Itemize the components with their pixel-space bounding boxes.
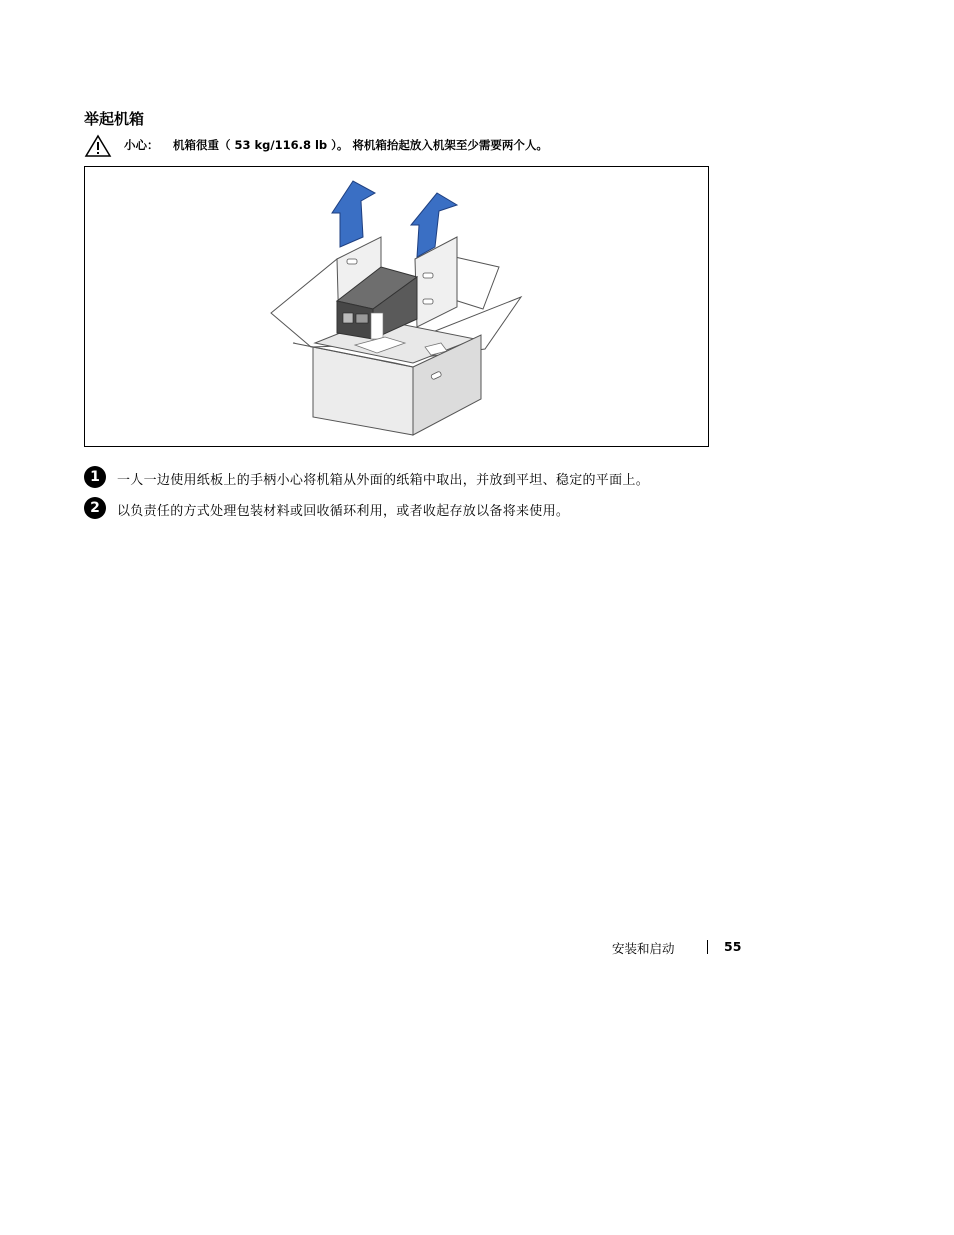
caution-notice bbox=[84, 134, 704, 158]
page-number: 55 bbox=[724, 939, 742, 954]
box-lift-drawing bbox=[85, 167, 708, 446]
step-text: 以负责任的方式处理包装材料或回收循环利用，或者收起存放以备将来使用。 bbox=[117, 504, 570, 519]
page-footer bbox=[612, 939, 742, 957]
section-title: 举起机箱 bbox=[84, 110, 145, 128]
warning-triangle-icon bbox=[84, 134, 112, 158]
caution-label: 小心： bbox=[124, 138, 159, 152]
step-text: 一人一边使用纸板上的手柄小心将机箱从外面的纸箱中取出，并放到平坦、稳定的平面上。 bbox=[117, 473, 650, 488]
step-1 bbox=[84, 466, 784, 488]
step-number: 2 bbox=[84, 497, 106, 519]
caution-text: 机箱很重（ 53 kg/116.8 lb ）。 将机箱抬起放入机架至少需要两个人。 bbox=[173, 138, 548, 152]
step-number: 1 bbox=[84, 466, 106, 488]
footer-section-title: 安装和启动 bbox=[612, 941, 675, 956]
unpacking-illustration bbox=[84, 166, 709, 447]
footer-divider bbox=[707, 940, 708, 954]
step-2 bbox=[84, 497, 784, 519]
